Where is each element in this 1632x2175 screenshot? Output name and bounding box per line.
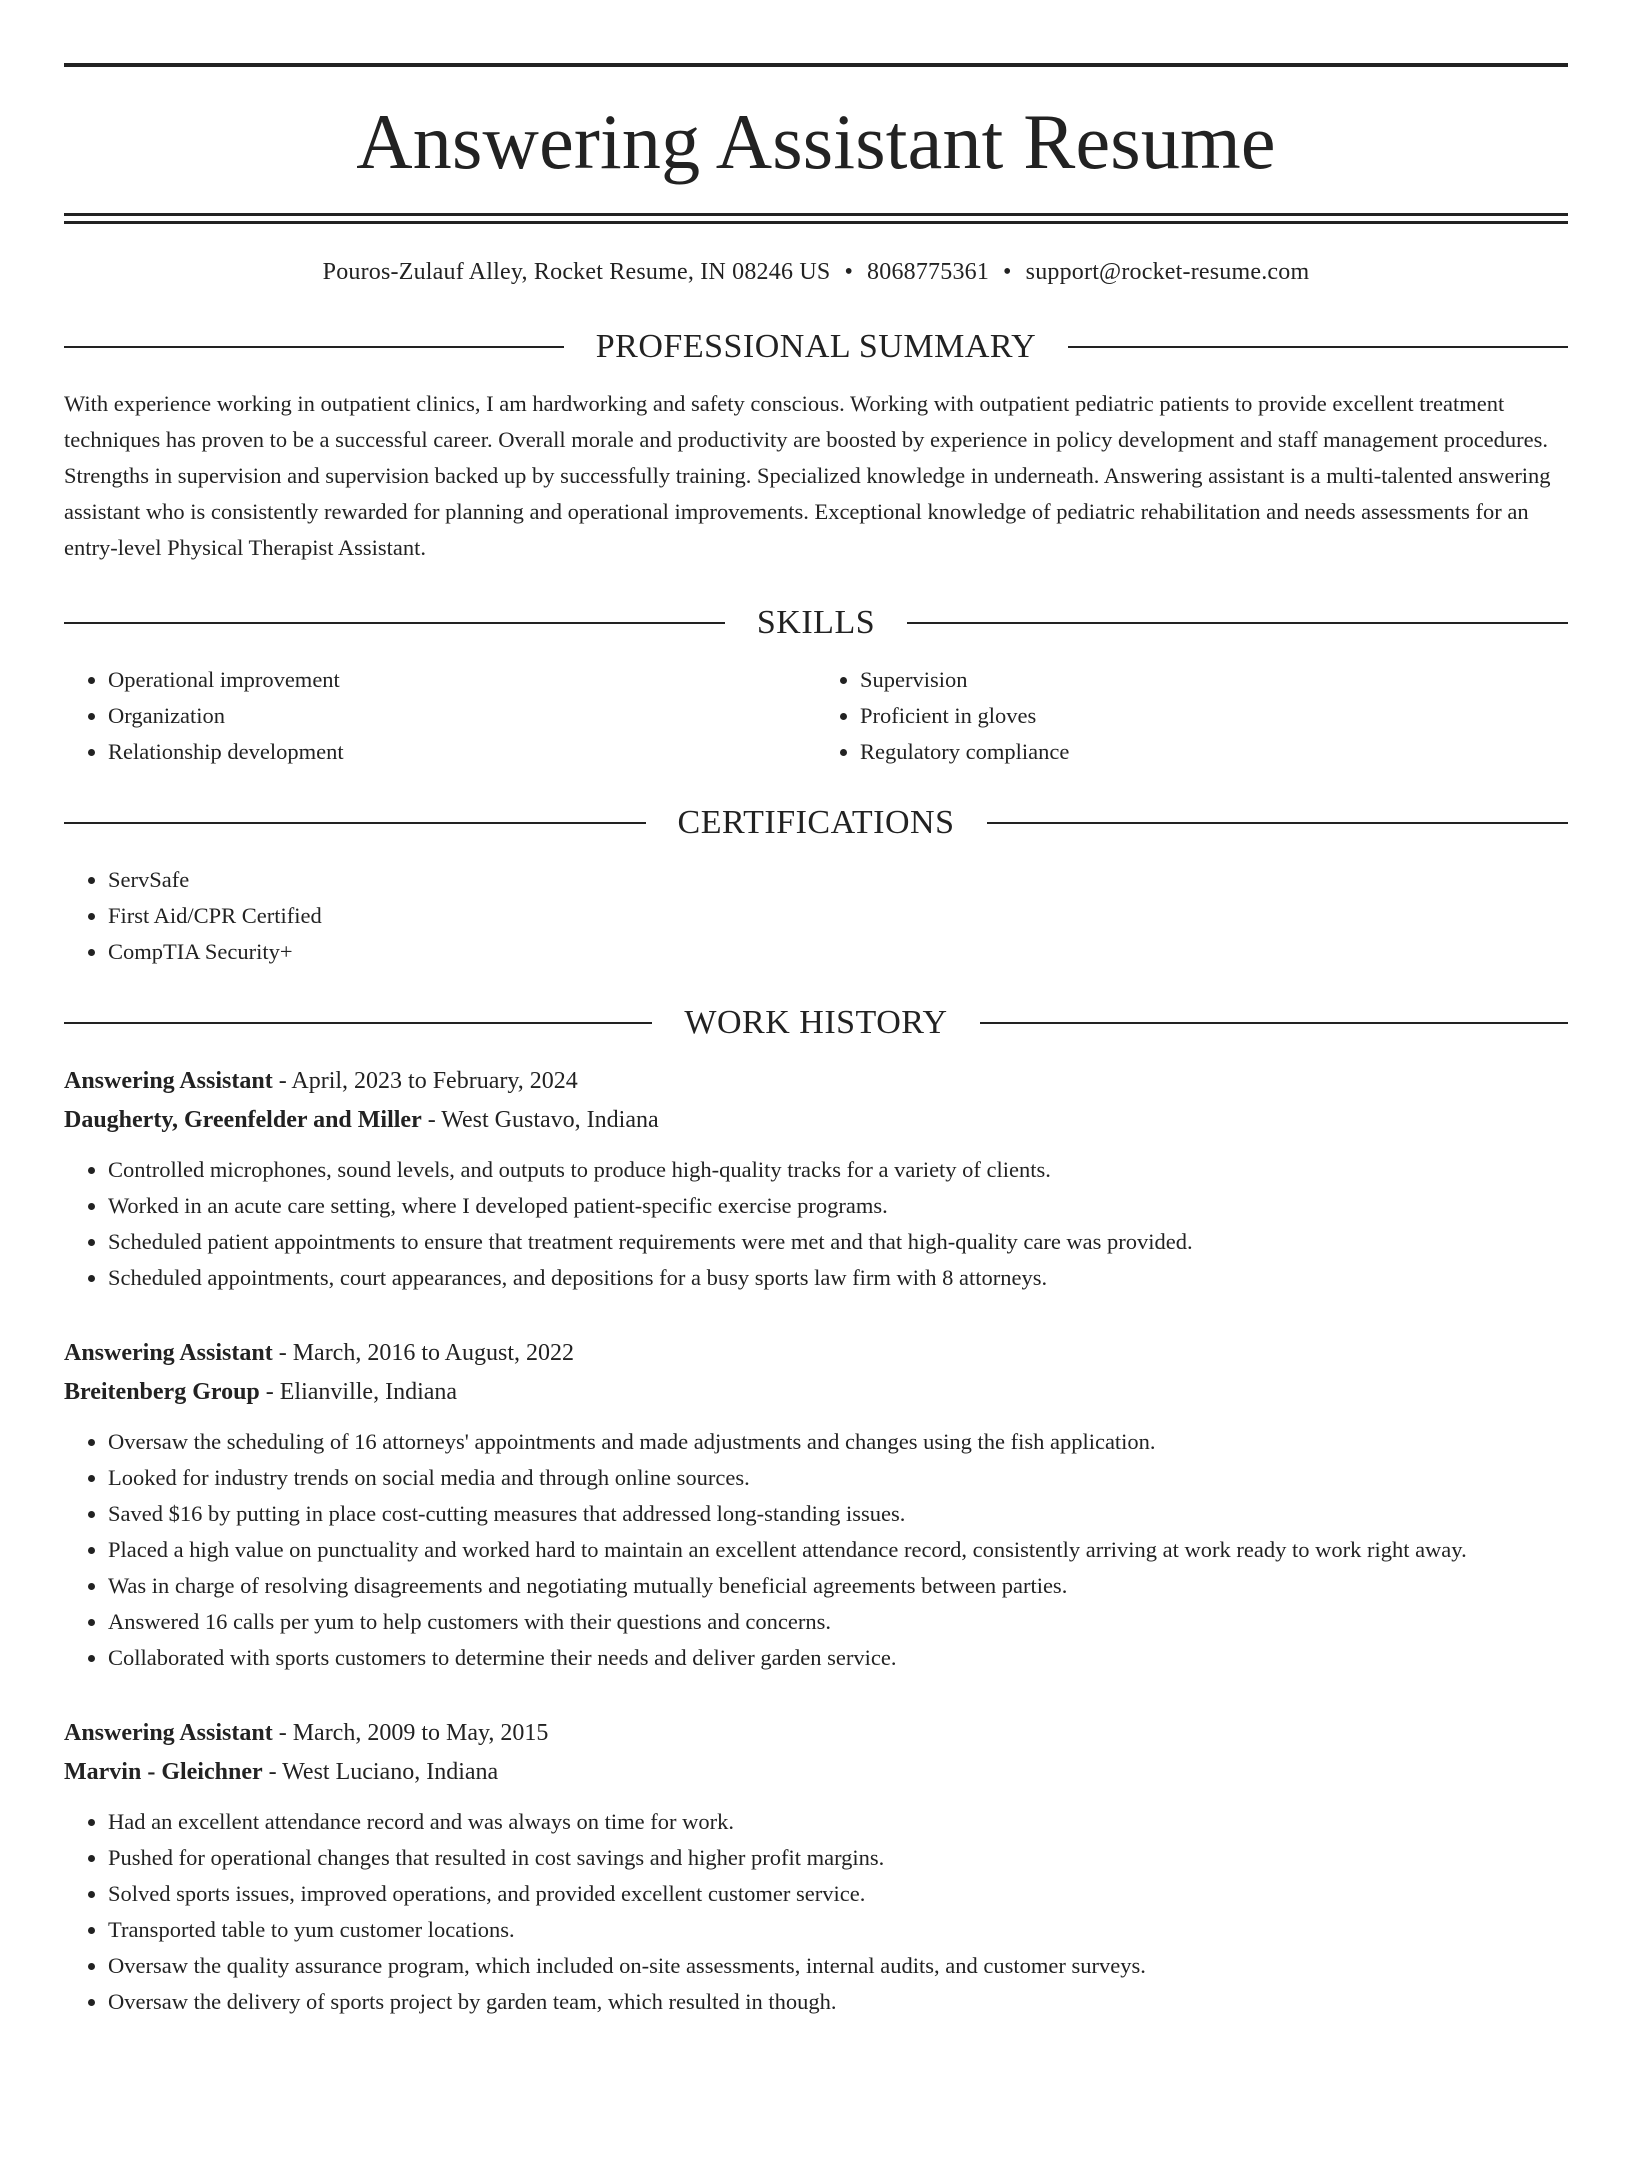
contact-separator: • xyxy=(844,259,854,285)
resume-page xyxy=(0,63,1632,2175)
job-entry xyxy=(64,1062,1568,1296)
contact-email: support@rocket-resume.com xyxy=(1025,259,1310,285)
title-double-divider xyxy=(64,213,1568,224)
job-company-line xyxy=(64,1753,1568,1792)
section-title: CERTIFICATIONS xyxy=(677,804,955,841)
job-duty-item: • Scheduled appointments, court appearances, and depositions for a busy sports law firm with 8 attorneys. xyxy=(108,1260,1568,1296)
contact-line xyxy=(64,260,1568,284)
page-title: Answering Assistant Resume xyxy=(356,98,1276,185)
certification-item: • ServSafe xyxy=(108,862,1568,898)
job-dates: - March, 2016 to August, 2022 xyxy=(272,1340,575,1366)
job-duty-item: • Solved sports issues, improved operations, and provided excellent customer service. xyxy=(108,1876,1568,1912)
certification-item: • CompTIA Security+ xyxy=(108,934,1568,970)
section-divider-right xyxy=(987,822,1569,824)
job-duties-list xyxy=(64,1152,1568,1296)
job-duty-item: • Transported table to yum customer locations. xyxy=(108,1912,1568,1948)
job-duty-item: • Had an excellent attendance record and was always on time for work. xyxy=(108,1804,1568,1840)
section-divider-right xyxy=(1068,346,1568,348)
skills-grid xyxy=(64,640,1568,770)
job-location: - West Gustavo, Indiana xyxy=(421,1107,659,1133)
certifications-list xyxy=(64,862,1568,970)
job-duty-item: • Saved $16 by putting in place cost-cutting measures that addressed long-standing issues. xyxy=(108,1496,1568,1532)
job-title-line xyxy=(64,1062,1568,1101)
contact-separator: • xyxy=(1003,259,1012,285)
job-company: Marvin - Gleichner xyxy=(64,1759,263,1785)
job-duty-item: • Collaborated with sports customers to determine their needs and deliver garden service. xyxy=(108,1640,1568,1676)
section-divider-right xyxy=(907,622,1568,624)
job-entry xyxy=(64,1714,1568,2020)
contact-phone: 8068775361 xyxy=(867,259,990,285)
job-title-line xyxy=(64,1334,1568,1373)
job-duties-list xyxy=(64,1804,1568,2020)
skill-item: • Organization xyxy=(108,698,816,734)
job-duty-item: • Answered 16 calls per yum to help customers with their questions and concerns. xyxy=(108,1604,1568,1640)
skill-item: • Proficient in gloves xyxy=(860,698,1568,734)
skill-item: • Relationship development xyxy=(108,734,816,770)
job-title-line xyxy=(64,1714,1568,1753)
section-divider-left xyxy=(64,622,725,624)
top-divider xyxy=(64,63,1568,67)
job-location: - Elianville, Indiana xyxy=(259,1379,458,1405)
section-header-certifications xyxy=(64,806,1568,840)
job-duty-item: • Controlled microphones, sound levels, and outputs to produce high-quality tracks for a variety of clients. xyxy=(108,1152,1568,1188)
job-duty-item: • Worked in an acute care setting, where I developed patient-specific exercise programs. xyxy=(108,1188,1568,1224)
section-title: SKILLS xyxy=(756,604,876,641)
job-company: Breitenberg Group xyxy=(64,1379,260,1405)
job-duties-list xyxy=(64,1424,1568,1676)
skill-item: • Regulatory compliance xyxy=(860,734,1568,770)
job-duty-item: • Looked for industry trends on social media and through online sources. xyxy=(108,1460,1568,1496)
job-duty-item: • Pushed for operational changes that resulted in cost savings and higher profit margins. xyxy=(108,1840,1568,1876)
section-divider-left xyxy=(64,1022,652,1024)
section-header-work-history xyxy=(64,1006,1568,1040)
skill-item: • Supervision xyxy=(860,662,1568,698)
skill-item: • Operational improvement xyxy=(108,662,816,698)
job-title: Answering Assistant xyxy=(64,1720,273,1746)
skills-list-left xyxy=(64,662,816,770)
job-company: Daugherty, Greenfelder and Miller xyxy=(64,1107,422,1133)
section-divider-left xyxy=(64,822,646,824)
certification-item: • First Aid/CPR Certified xyxy=(108,898,1568,934)
skills-list-right xyxy=(816,662,1568,770)
section-header-summary xyxy=(64,330,1568,364)
job-duty-item: • Oversaw the quality assurance program, which included on-site assessments, internal audits, and customer surveys. xyxy=(108,1948,1568,1984)
section-title: WORK HISTORY xyxy=(684,1004,948,1041)
section-title: PROFESSIONAL SUMMARY xyxy=(595,328,1037,365)
section-divider-left xyxy=(64,346,564,348)
summary-text: With experience working in outpatient clinics, I am hardworking and safety conscious. Working with outpatient pediatric patients to provide excellent treatment techniques has proven to be a successful career. Overall morale and productivity are boosted by experience in policy development and staff management procedures. Strengths in supervision and supervision backed up by successfully training. Specialized knowledge in underneath. Answering assistant is a multi-talented answering assistant who is consistently rewarded for planning and operational improvements. Exceptional knowledge of pediatric rehabilitation and needs assessments for an entry-level Physical Therapist Assistant. xyxy=(64,391,1551,560)
job-dates: - March, 2009 to May, 2015 xyxy=(272,1720,549,1746)
job-duty-item: • Was in charge of resolving disagreements and negotiating mutually beneficial agreements between parties. xyxy=(108,1568,1568,1604)
job-title: Answering Assistant xyxy=(64,1068,273,1094)
job-duty-item: • Scheduled patient appointments to ensure that treatment requirements were met and that high-quality care was provided. xyxy=(108,1224,1568,1260)
job-duty-item: • Oversaw the delivery of sports project by garden team, which resulted in though. xyxy=(108,1984,1568,2020)
job-duty-item: • Oversaw the scheduling of 16 attorneys' appointments and made adjustments and changes using the fish application. xyxy=(108,1424,1568,1460)
section-header-skills xyxy=(64,606,1568,640)
job-company-line xyxy=(64,1373,1568,1412)
contact-address: Pouros-Zulauf Alley, Rocket Resume, IN 08246 US xyxy=(322,259,831,285)
job-dates: - April, 2023 to February, 2024 xyxy=(272,1068,578,1094)
job-company-line xyxy=(64,1101,1568,1140)
job-location: - West Luciano, Indiana xyxy=(262,1759,499,1785)
job-duty-item: • Placed a high value on punctuality and worked hard to maintain an excellent attendance record, consistently arriving at work ready to work right away. xyxy=(108,1532,1568,1568)
section-divider-right xyxy=(980,1022,1568,1024)
job-title: Answering Assistant xyxy=(64,1340,273,1366)
job-entry xyxy=(64,1334,1568,1676)
